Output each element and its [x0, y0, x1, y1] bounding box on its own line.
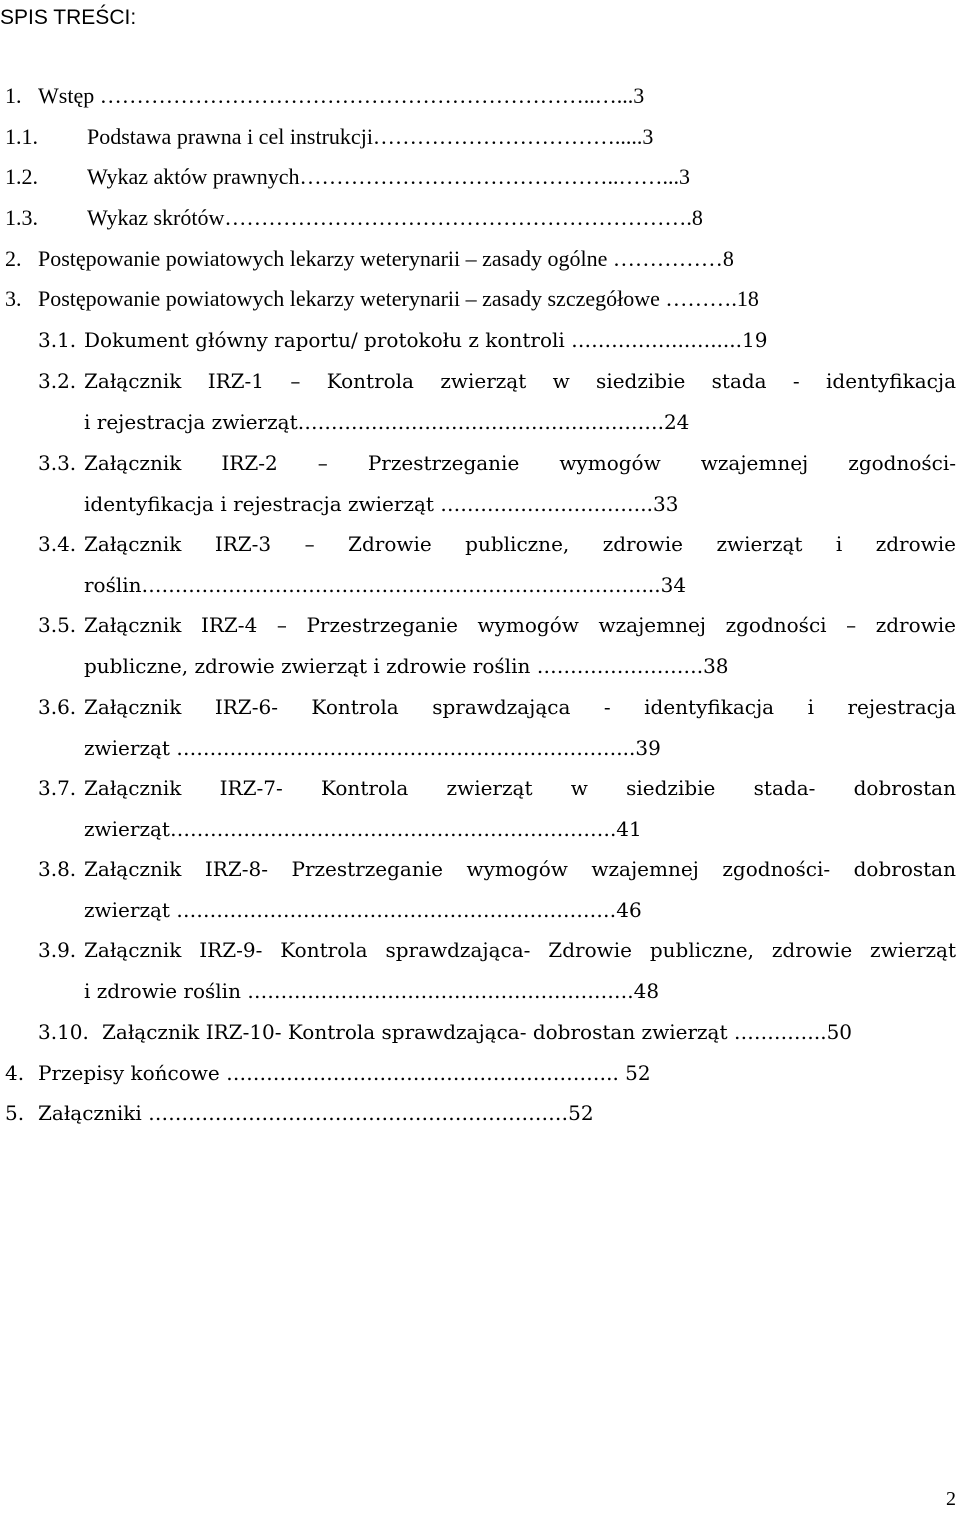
toc-entry[interactable] [0, 688, 960, 770]
toc-entry-title: Załącznik IRZ-8- Przestrzeganie wymogów wzajemnej zgodności- dobrostan [84, 857, 956, 881]
toc-entry-number: 3.8. [38, 857, 77, 881]
toc-entry-title-continuation: i rejestracja zwierząt……………………………………………….24 [84, 410, 690, 434]
toc-entry-number: 3.1. [38, 328, 77, 352]
toc-entry-title-continuation: zwierząt …………………………………………………………...39 [84, 736, 661, 760]
toc-entry-number: 5. [5, 1101, 25, 1125]
toc-entry-title-continuation: publiczne, zdrowie zwierząt i zdrowie roślin …………………….38 [84, 654, 729, 678]
toc-entry-title: Załączniki ………………………………………………………52 [38, 1101, 594, 1125]
toc-entry-title-continuation: i zdrowie roślin ………………………………………………….48 [84, 979, 660, 1003]
toc-entry-number: 1.1. [5, 124, 38, 149]
toc-entry-title: Załącznik IRZ-7- Kontrola zwierząt w siedzibie stada- dobrostan [84, 776, 956, 800]
toc-entry-title-continuation: roślin…………………………………………………………………...34 [84, 573, 687, 597]
toc-entry-title: Załącznik IRZ-10- Kontrola sprawdzająca- dobrostan zwierząt …………..50 [102, 1020, 853, 1044]
toc-entry-number: 3. [5, 286, 22, 311]
toc-entry-title: Załącznik IRZ-9- Kontrola sprawdzająca- Zdrowie publiczne, zdrowie zwierząt [84, 938, 956, 962]
toc-entry-title: Przepisy końcowe ………………………………………………….. 52 [38, 1061, 651, 1085]
toc-entry-title: Załącznik IRZ-2 – Przestrzeganie wymogów wzajemnej zgodności- [84, 451, 956, 475]
toc-entry-title: Postępowanie powiatowych lekarzy weterynarii – zasady szczegółowe ……….18 [38, 286, 759, 311]
toc-entry[interactable] [0, 362, 960, 444]
toc-entry[interactable] [0, 931, 960, 1013]
toc-entry[interactable] [0, 769, 960, 851]
toc-entry-number: 1.2. [5, 164, 38, 189]
toc-entry-number: 3.2. [38, 369, 77, 393]
toc-entry-number: 3.5. [38, 613, 77, 637]
toc-entry-title: Podstawa prawna i cel instrukcji…………………………….....3 [87, 124, 654, 149]
toc-entry-number: 3.4. [38, 532, 77, 556]
toc-entry-title-continuation: identyfikacja i rejestracja zwierząt …………………………..33 [84, 492, 679, 516]
toc-entry-title: Załącznik IRZ-6- Kontrola sprawdzająca - identyfikacja i rejestracja [84, 695, 956, 719]
toc-entry-title-continuation: zwierząt………………………………………………………….41 [84, 817, 642, 841]
toc-entry-number: 3.9. [38, 938, 77, 962]
toc-entry-number: 3.6. [38, 695, 77, 719]
toc-entry-number: 1. [5, 83, 22, 108]
toc-entry-number: 3.3. [38, 451, 77, 475]
toc-entry-title: Dokument główny raportu/ protokołu z kontroli ……………...….....19 [84, 328, 768, 352]
toc-entry-number: 1.3. [5, 205, 38, 230]
toc-heading: SPIS TREŚCI: [0, 6, 137, 29]
toc-entry-title: Wykaz aktów prawnych……………………………………..……...3 [87, 164, 690, 189]
toc-entry-number: 2. [5, 246, 22, 271]
toc-entry-number: 3.7. [38, 776, 77, 800]
toc-entry-title-continuation: zwierząt …………………………………………………………46 [84, 898, 642, 922]
toc-entry-number: 3.10. [38, 1020, 89, 1044]
toc-entry-title: Postępowanie powiatowych lekarzy weterynarii – zasady ogólne ……………8 [38, 246, 734, 271]
toc-entry-number: 4. [5, 1061, 25, 1085]
toc-entry-title: Wstęp …………………………………………………………..…...3 [38, 83, 645, 108]
page-number: 2 [946, 1488, 956, 1510]
toc-entry[interactable] [0, 525, 960, 607]
toc-entry-title: Wykaz skrótów……………………………………………………….8 [87, 205, 703, 230]
toc-entry[interactable] [0, 606, 960, 688]
toc-entry-title: Załącznik IRZ-1 – Kontrola zwierząt w siedzibie stada - identyfikacja [84, 369, 956, 393]
toc-entry[interactable] [0, 444, 960, 526]
toc-entry[interactable] [0, 850, 960, 932]
toc-entry-title: Załącznik IRZ-4 – Przestrzeganie wymogów wzajemnej zgodności – zdrowie [84, 613, 956, 637]
toc-entry-title: Załącznik IRZ-3 – Zdrowie publiczne, zdrowie zwierząt i zdrowie [84, 532, 956, 556]
